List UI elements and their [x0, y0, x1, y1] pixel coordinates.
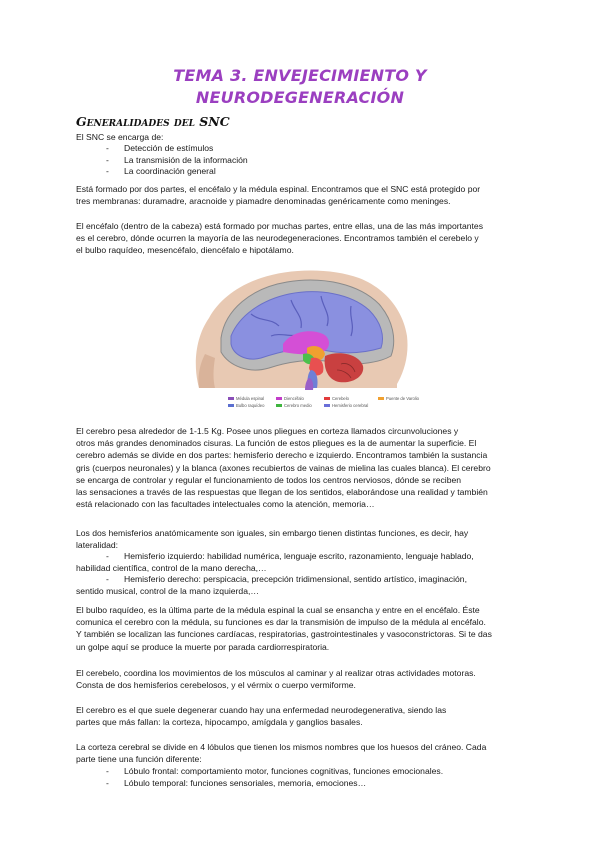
legend-item: Hemisferio cerebral	[324, 403, 368, 408]
paragraph-bulbo-raquideo: El bulbo raquídeo, es la última parte de la médula espinal la cual se ensancha y entre en el encéfalo. Éste comunica el cerebro con la médula, su funciones es dar la transmisión de impulso de la médula al encéfalo. Y también se localizan las funciones cardíacas, respiratorias, gastrointestinales y vasoconstrictoras. Si te das un golpe aquí se produce la muerte por parada cardiorrespiratoria.	[76, 605, 492, 652]
legend-swatch	[276, 404, 282, 407]
intro-text: El SNC se encarga de:	[76, 132, 164, 142]
legend-item: Cerebelo	[324, 396, 349, 401]
paragraph-neurodegeneracion: El cerebro es el que suele degenerar cuando hay una enfermedad neurodegenerativa, siendo las partes que más fallan: la corteza, hipocampo, amígdala y ganglios basales.	[76, 705, 447, 728]
paragraph-cerebro: El cerebro pesa alrededor de 1-1.5 Kg. Posee unos pliegues en corteza llamados circunvoluciones y otros más grandes denominados cisuras. La función de estos pliegues es la de aumentar la superficie. El cerebro además se divide en dos partes: hemisferio derecho e izquierdo. Encontramos también la sustancia gris (cuerpos neuronales) y la blanca (axones recubiertos de vainas de mielina las cuales blanca). El cerebro se encarga de controlar y regular el funcionamiento de todos los centros nerviosos, dónde se reciben las sensaciones a través de las respuestas que llegan de los sentidos, elaborándose una realidad y también está relacionado con las facultades intelectuales como la atención, memoria…	[76, 426, 491, 510]
legend-swatch	[378, 397, 384, 400]
list-item: - La coordinación general	[106, 166, 216, 176]
hemispheres-list	[76, 551, 524, 597]
title-line-1: TEMA 3. ENVEJECIMIENTO Y	[173, 66, 427, 85]
legend-item: Diencéfalo	[276, 396, 304, 401]
paragraph-corteza: La corteza cerebral se divide en 4 lóbulos que tienen los mismos nombres que los huesos del cráneo. Cada parte tiene una función diferente:	[76, 742, 487, 765]
legend-swatch	[324, 397, 330, 400]
list-item: - Lóbulo frontal: comportamiento motor, funciones cognitivas, funciones emocionales.	[106, 766, 444, 776]
paragraph-encefalo: El encéfalo (dentro de la cabeza) está formado por muchas partes, entre ellas, una de las más importantes es el cerebro, dónde ocurren la mayoría de las neurodegeneraciones. Encontramos también el cerebelo y el bulbo raquídeo, mesencéfalo, diencéfalo e hipotálamo.	[76, 221, 483, 256]
list-item: - Hemisferio izquierdo: habilidad numérica, lenguaje escrito, razonamiento, lenguaje hablado,	[106, 551, 474, 561]
legend-swatch	[276, 397, 282, 400]
list-item: - Detección de estímulos	[106, 143, 214, 153]
legend-swatch	[228, 397, 234, 400]
list-item: - Hemisferio derecho: perspicacia, precepción tridimensional, sentido artístico, imaginación,	[106, 574, 467, 584]
brain-legend	[228, 396, 428, 412]
legend-item: Médula espinal	[228, 396, 264, 401]
list-item-continuation: sentido musical, control de la mano izquierda,…	[76, 585, 259, 596]
lobes-list	[76, 766, 524, 789]
paragraph-hemisferios: Los dos hemisferios anatómicamente son iguales, sin embargo tienen distintas funciones, es decir, hay lateralidad:	[76, 528, 469, 551]
snc-functions-list	[76, 143, 524, 178]
section-heading: Generalidades del SNC	[76, 114, 230, 129]
legend-swatch	[228, 404, 234, 407]
list-item-continuation: habilidad científica, control de la mano derecha,…	[76, 562, 267, 573]
brain-diagram	[191, 266, 413, 390]
paragraph-snc-structure: Está formado por dos partes, el encéfalo y la médula espinal. Encontramos que el SNC está protegido por tres membranas: duramadre, aracnoide y piamadre denominadas genéricamente como meninges.	[76, 184, 481, 207]
list-item: - La transmisión de la información	[106, 154, 248, 165]
legend-item: Cerebro medio	[276, 403, 312, 408]
legend-swatch	[324, 404, 330, 407]
legend-item: Puente de Varolio	[378, 396, 419, 401]
legend-item: Bulbo raquídeo	[228, 403, 264, 408]
paragraph-cerebelo: El cerebelo, coordina los movimientos de los músculos al caminar y al realizar otras actividades motoras. Consta de dos hemisferios cerebelosos, y el vérmix o cuerpo vermiforme.	[76, 668, 476, 691]
title-line-2: NEURODEGENERACIÓN	[195, 88, 405, 107]
list-item: - Lóbulo temporal: funciones sensoriales, memoria, emociones…	[106, 777, 367, 788]
